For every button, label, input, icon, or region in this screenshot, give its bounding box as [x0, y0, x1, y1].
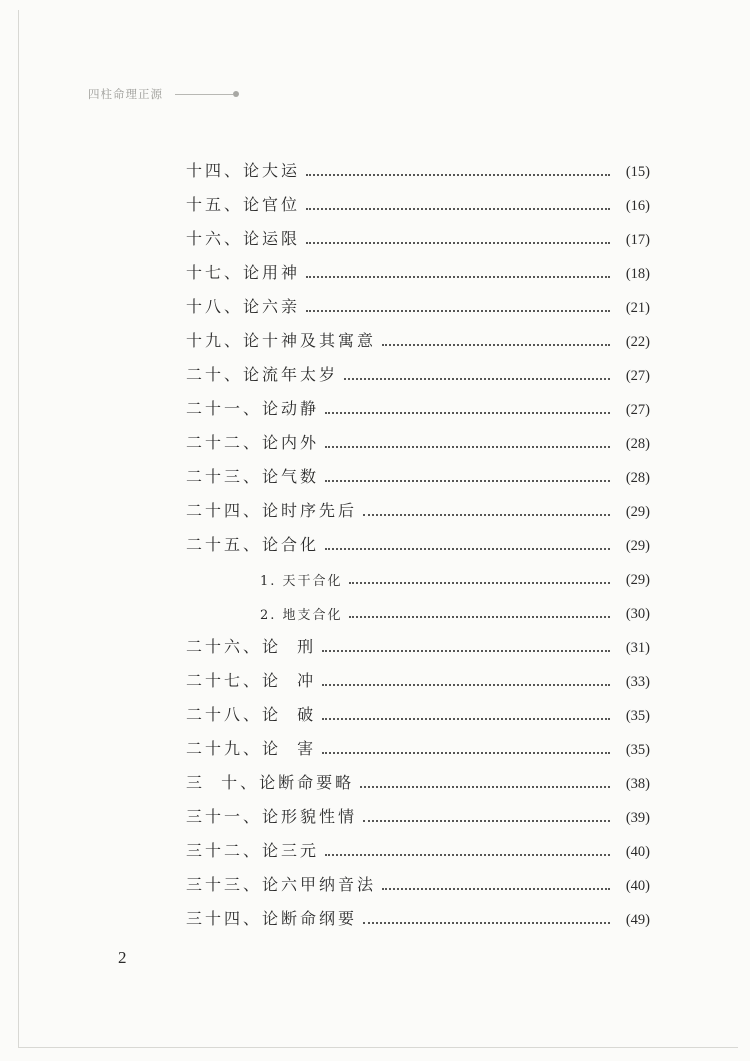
- toc-entry-title: 十六、论运限: [186, 229, 301, 248]
- header-rule: [175, 94, 233, 95]
- toc-entry: [186, 759, 650, 793]
- toc-entry-title: 十七、论用神: [186, 263, 301, 282]
- toc-entry-title: 十五、论官位: [186, 195, 301, 214]
- toc-entry-title: 二十五、论合化: [186, 535, 320, 554]
- toc-entry: [186, 487, 650, 521]
- dot-leader: [363, 820, 610, 822]
- toc-entry-title: 三十四、论断命纲要: [186, 909, 358, 928]
- toc-entry-title: 三十三、论六甲纳音法: [186, 875, 377, 894]
- toc-entry: [186, 521, 650, 555]
- dot-leader: [322, 752, 610, 754]
- toc-entry: [186, 725, 650, 759]
- toc-entry-page: (29): [625, 538, 650, 554]
- toc-entry-page: (35): [625, 708, 650, 724]
- toc-entry: [186, 589, 650, 623]
- dot-leader: [322, 718, 610, 720]
- dot-leader: [325, 548, 610, 550]
- toc-entry-page: (40): [625, 844, 650, 860]
- dot-leader: [322, 684, 610, 686]
- toc-entry-title: 二十九、论 害: [186, 739, 317, 758]
- toc-entry-page: (31): [625, 640, 650, 656]
- toc-entry-title: 二十四、论时序先后: [186, 501, 358, 520]
- toc-entry-page: (33): [625, 674, 650, 690]
- dot-leader: [349, 582, 610, 584]
- toc-entry-page: (29): [625, 572, 650, 588]
- running-head: [88, 86, 239, 102]
- toc-entry-title: 三 十、论断命要略: [186, 773, 355, 792]
- toc-entry: [186, 351, 650, 385]
- toc-entry-title: 二十、论流年太岁: [186, 365, 339, 384]
- toc-entry: [186, 453, 650, 487]
- toc-entry-page: (22): [625, 334, 650, 350]
- toc-entry: [186, 691, 650, 725]
- toc-entry-title: 二十八、论 破: [186, 705, 317, 724]
- toc-entry-page: (21): [625, 300, 650, 316]
- toc-entry: [186, 555, 650, 589]
- dot-leader: [360, 786, 610, 788]
- toc-entry-title: 1. 天干合化: [260, 574, 343, 589]
- toc-entry: [186, 861, 650, 895]
- dot-leader: [382, 344, 610, 346]
- toc-entry-page: (28): [625, 436, 650, 452]
- toc-entry-title: 十四、论大运: [186, 161, 301, 180]
- toc-entry: [186, 181, 650, 215]
- toc-entry-title: 2. 地支合化: [260, 608, 343, 623]
- dot-leader: [382, 888, 610, 890]
- toc-entry: [186, 657, 650, 691]
- toc-entry-page: (28): [625, 470, 650, 486]
- dot-leader: [325, 480, 610, 482]
- dot-leader: [325, 412, 610, 414]
- dot-leader: [363, 922, 610, 924]
- toc-entry-page: (35): [625, 742, 650, 758]
- toc-entry-page: (18): [625, 266, 650, 282]
- toc-entry-page: (15): [625, 164, 650, 180]
- toc-entry-title: 三十一、论形貌性情: [186, 807, 358, 826]
- toc-entry: [186, 283, 650, 317]
- header-dot-ornament: [233, 91, 239, 97]
- toc-entry-page: (17): [625, 232, 650, 248]
- toc-entry: [186, 895, 650, 929]
- toc-entry-title: 二十七、论 冲: [186, 671, 317, 690]
- toc-entry: [186, 793, 650, 827]
- toc-entry: [186, 623, 650, 657]
- dot-leader: [344, 378, 610, 380]
- toc-entry-page: (27): [625, 402, 650, 418]
- toc-entry-title: 二十一、论动静: [186, 399, 320, 418]
- dot-leader: [349, 616, 610, 618]
- toc-entry-page: (27): [625, 368, 650, 384]
- toc-entry: [186, 147, 650, 181]
- toc-entry-page: (16): [625, 198, 650, 214]
- toc-entry-title: 二十六、论 刑: [186, 637, 317, 656]
- dot-leader: [325, 854, 610, 856]
- toc-entry-title: 三十二、论三元: [186, 841, 320, 860]
- toc-entry-page: (30): [625, 606, 650, 622]
- toc-entry-title: 十九、论十神及其寓意: [186, 331, 377, 350]
- toc-entry: [186, 827, 650, 861]
- toc-entry-title: 二十三、论气数: [186, 467, 320, 486]
- dot-leader: [363, 514, 610, 516]
- dot-leader: [325, 446, 610, 448]
- toc-entry-page: (38): [625, 776, 650, 792]
- dot-leader: [306, 276, 610, 278]
- toc-entry: [186, 419, 650, 453]
- toc-entry: [186, 317, 650, 351]
- toc-entry: [186, 215, 650, 249]
- toc-entry-page: (39): [625, 810, 650, 826]
- toc-entry-title: 二十二、论内外: [186, 433, 320, 452]
- dot-leader: [306, 242, 610, 244]
- toc-entry-title: 十八、论六亲: [186, 297, 301, 316]
- dot-leader: [306, 174, 610, 176]
- toc-entry: [186, 385, 650, 419]
- page-number: 2: [118, 948, 127, 967]
- toc-entry: [186, 249, 650, 283]
- toc-entry-page: (40): [625, 878, 650, 894]
- table-of-contents: [186, 147, 650, 929]
- toc-entry-page: (29): [625, 504, 650, 520]
- book-title: 四柱命理正源: [88, 87, 163, 101]
- dot-leader: [322, 650, 610, 652]
- toc-entry-page: (49): [625, 912, 650, 928]
- dot-leader: [306, 208, 610, 210]
- dot-leader: [306, 310, 610, 312]
